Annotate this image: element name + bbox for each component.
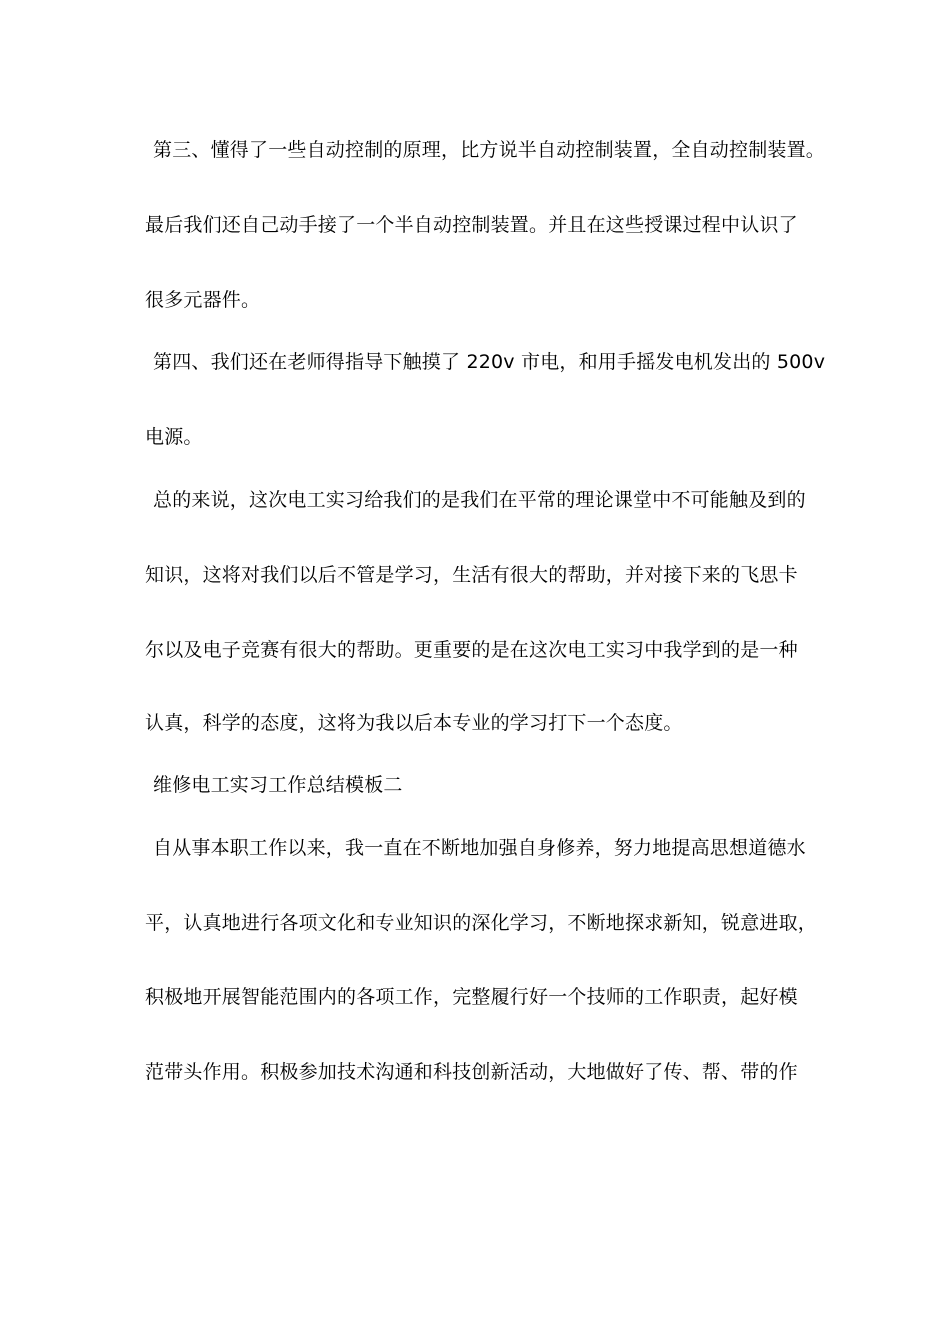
paragraph-line: 知识，这将对我们以后不管是学习，生活有很大的帮助，并对接下来的飞思卡 — [145, 564, 798, 586]
paragraph-line: 第三、懂得了一些自动控制的原理，比方说半自动控制装置，全自动控制装置。 — [153, 139, 826, 161]
paragraph-line: 积极地开展智能范围内的各项工作，完整履行好一个技师的工作职责，起好模 — [145, 986, 798, 1008]
paragraph-line: 平，认真地进行各项文化和专业知识的深化学习，不断地探求新知，锐意进取， — [145, 912, 818, 934]
paragraph-line: 很多元器件。 — [145, 289, 261, 311]
section-heading: 维修电工实习工作总结模板二 — [153, 774, 403, 796]
paragraph-line: 范带头作用。积极参加技术沟通和科技创新活动，大地做好了传、帮、带的作 — [145, 1061, 798, 1083]
paragraph-line: 尔以及电子竞赛有很大的帮助。更重要的是在这次电工实习中我学到的是一种 — [145, 639, 798, 661]
paragraph-line: 总的来说，这次电工实习给我们的是我们在平常的理论课堂中不可能触及到的 — [153, 489, 806, 511]
paragraph-line: 自从事本职工作以来，我一直在不断地加强自身修养，努力地提高思想道德水 — [153, 837, 806, 859]
paragraph-line: 电源。 — [145, 426, 203, 448]
paragraph-line: 认真，科学的态度，这将为我以后本专业的学习打下一个态度。 — [145, 712, 683, 734]
paragraph-line: 最后我们还自己动手接了一个半自动控制装置。并且在这些授课过程中认识了 — [145, 214, 798, 236]
paragraph-line: 第四、我们还在老师得指导下触摸了 220v 市电，和用手摇发电机发出的 500v — [153, 351, 826, 373]
